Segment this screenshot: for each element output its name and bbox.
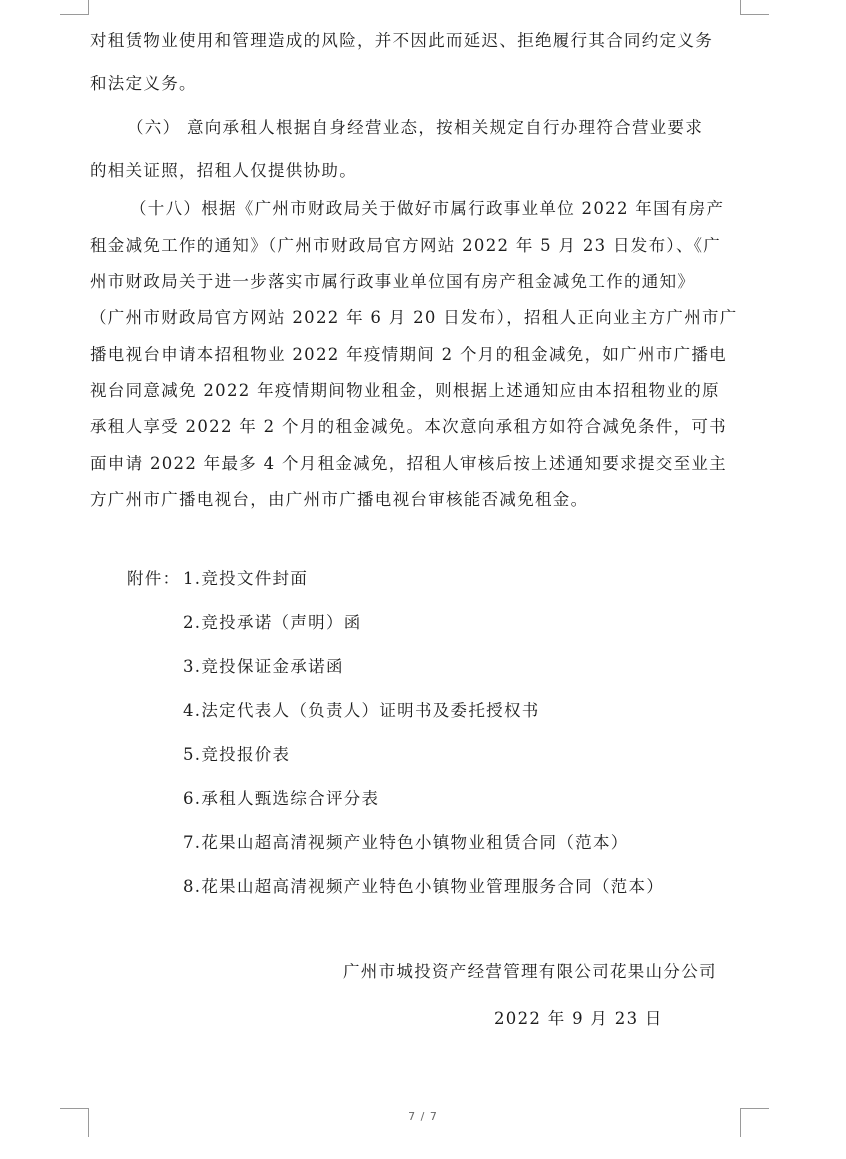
clause-eighteen-line: （十八）根据《广州市财政局关于做好市属行政事业单位 2022 年国有房产 [130, 199, 725, 218]
attachment-item: 6.承租人甄选综合评分表 [183, 789, 380, 808]
clause-eighteen-line: 方广州市广播电视台，由广州市广播电视台审核能否减免租金。 [90, 490, 589, 509]
attachments-label: 附件： [127, 569, 181, 588]
clause-eighteen-line: （广州市财政局官方网站 2022 年 6 月 20 日发布），招租人正向业主方广州市广 [90, 308, 738, 327]
paragraph-line: 对租赁物业使用和管理造成的风险，并不因此而延迟、拒绝履行其合同约定义务 [90, 31, 713, 50]
page-number: 7 / 7 [408, 1110, 438, 1123]
clause-eighteen-line: 视台同意减免 2022 年疫情期间物业租金，则根据上述通知应由本招租物业的原 [90, 381, 720, 400]
crop-mark-top-right [740, 0, 769, 15]
attachment-item: 5.竞投报价表 [183, 745, 291, 764]
clause-eighteen-line: 面申请 2022 年最多 4 个月租金减免，招租人审核后按上述通知要求提交至业主 [90, 454, 727, 473]
clause-eighteen-line: 州市财政局关于进一步落实市属行政事业单位国有房产租金减免工作的通知》 [90, 272, 696, 291]
attachment-item: 3.竞投保证金承诺函 [183, 657, 344, 676]
attachment-item: 4.法定代表人（负责人）证明书及委托授权书 [183, 701, 540, 720]
crop-mark-top-left [60, 0, 89, 15]
clause-eighteen-line: 播电视台申请本招租物业 2022 年疫情期间 2 个月的租金减免，如广州市广播电 [90, 345, 727, 364]
attachment-item: 7.花果山超高清视频产业特色小镇物业租赁合同（范本） [183, 833, 629, 852]
attachment-item: 1.竞投文件封面 [183, 569, 309, 588]
clause-six-line: 的相关证照，招租人仅提供协助。 [90, 161, 357, 180]
signature-company: 广州市城投资产经营管理有限公司花果山分公司 [343, 962, 717, 981]
attachment-item: 8.花果山超高清视频产业特色小镇物业管理服务合同（范本） [183, 877, 665, 896]
clause-six-line: （六） 意向承租人根据自身经营业态，按相关规定自行办理符合营业要求 [127, 118, 704, 137]
signature-date: 2022 年 9 月 23 日 [494, 1009, 663, 1028]
clause-eighteen-line: 承租人享受 2022 年 2 个月的租金减免。本次意向承租方如符合减免条件，可书 [90, 417, 727, 436]
paragraph-line: 和法定义务。 [90, 74, 197, 93]
clause-eighteen-line: 租金减免工作的通知》（广州市财政局官方网站 2022 年 5 月 23 日发布）、《广 [90, 236, 722, 255]
attachment-item: 2.竞投承诺（声明）函 [183, 613, 362, 632]
